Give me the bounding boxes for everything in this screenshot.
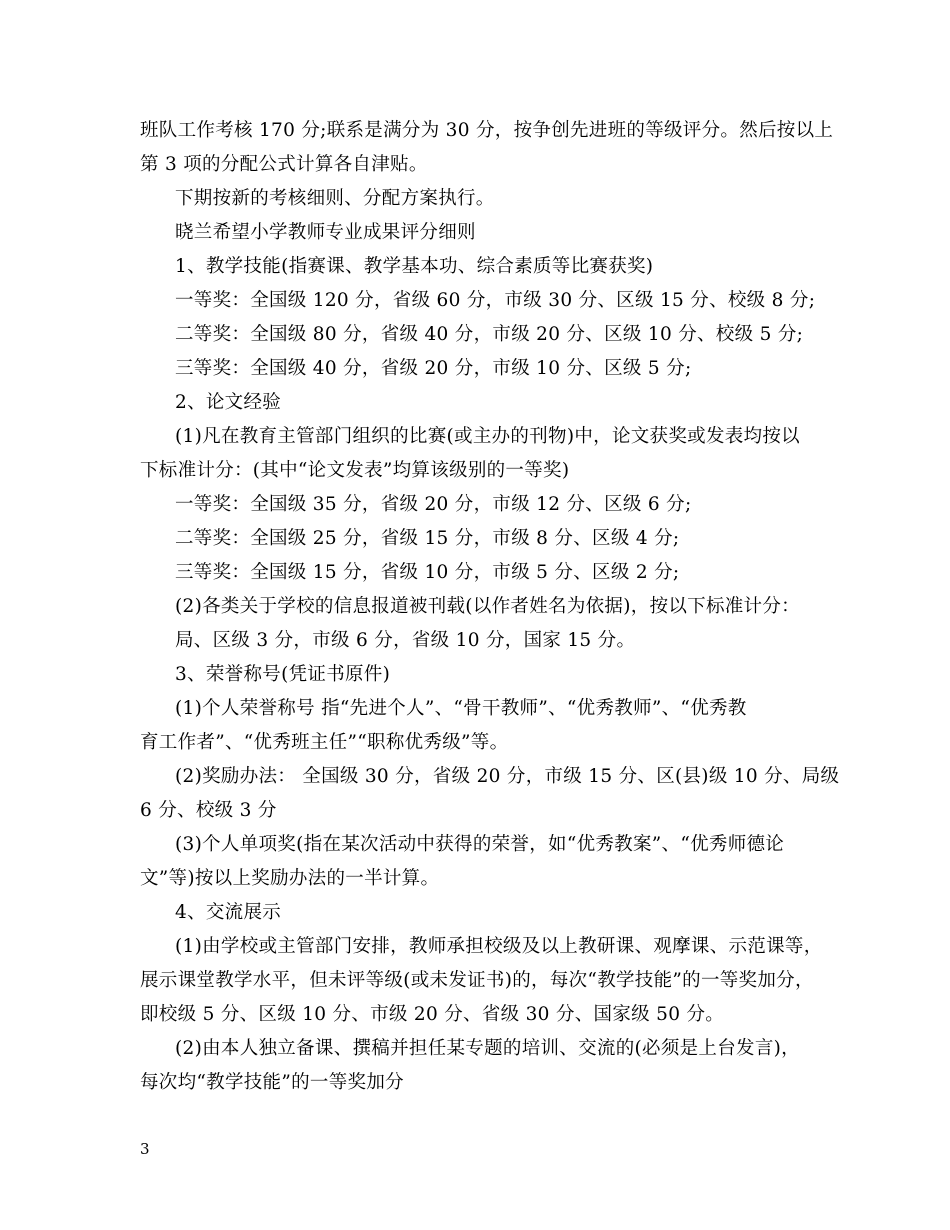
text-line: 二等奖：全国级 80 分，省级 40 分，市级 20 分、区级 10 分、校级 5 分; [175, 324, 804, 345]
text-line: (3)个人单项奖(指在某次活动中获得的荣誉，如“优秀教案”、“优秀师德论 [175, 834, 785, 855]
section-heading: 4、交流展示 [175, 902, 282, 923]
section-heading: 1、教学技能(指赛课、教学基本功、综合素质等比赛获奖) [175, 256, 654, 277]
text-line: 一等奖：全国级 120 分，省级 60 分，市级 30 分、区级 15 分、校级 8 分; [175, 290, 816, 311]
page-number: 3 [140, 1140, 150, 1158]
text-line: (2)奖励办法： 全国级 30 分，省级 20 分，市级 15 分、区(县)级 10 分、局级 [175, 766, 840, 787]
text-line: (2)各类关于学校的信息报道被刊载(以作者姓名为依据)，按以下标准计分： [175, 596, 800, 617]
text-line: 三等奖：全国级 15 分，省级 10 分，市级 5 分、区级 2 分; [175, 562, 680, 583]
text-line: 下期按新的考核细则、分配方案执行。 [175, 188, 495, 209]
text-line: 展示课堂教学水平，但未评等级(或未发证书)的，每次“教学技能”的一等奖加分， [140, 970, 814, 991]
text-line: (1)由学校或主管部门安排，教师承担校级及以上教研课、观摩课、示范课等， [175, 936, 823, 957]
text-line: 一等奖：全国级 35 分，省级 20 分，市级 12 分、区级 6 分; [175, 494, 692, 515]
text-line: (1)个人荣誉称号 指“先进个人”、“骨干教师”、“优秀教师”、“优秀教 [175, 698, 747, 719]
section-heading: 2、论文经验 [175, 392, 282, 413]
text-line: 下标准计分：(其中“论文发表”均算该级别的一等奖) [140, 460, 570, 481]
section-heading: 3、荣誉称号(凭证书原件) [175, 664, 391, 685]
text-line: 局、区级 3 分，市级 6 分，省级 10 分，国家 15 分。 [175, 630, 636, 651]
text-line: 即校级 5 分、区级 10 分、市级 20 分、省级 30 分、国家级 50 分。 [140, 1004, 725, 1025]
text-line: (1)凡在教育主管部门组织的比赛(或主办的刊物)中，论文获奖或发表均按以 [175, 426, 800, 447]
text-line: 班队工作考核 170 分;联系是满分为 30 分，按争创先进班的等级评分。然后按以上 [140, 120, 834, 141]
text-line: 育工作者”、“优秀班主任”“职称优秀级”等。 [140, 732, 509, 753]
text-line: 二等奖：全国级 25 分，省级 15 分，市级 8 分、区级 4 分; [175, 528, 680, 549]
text-line: 三等奖：全国级 40 分，省级 20 分，市级 10 分、区级 5 分; [175, 358, 692, 379]
text-line: 6 分、校级 3 分 [140, 800, 277, 821]
text-line: 文”等)按以上奖励办法的一半计算。 [140, 868, 440, 889]
text-line: 第 3 项的分配公式计算各自津贴。 [140, 154, 428, 175]
text-line: 每次均“教学技能”的一等奖加分 [140, 1072, 404, 1093]
section-title: 晓兰希望小学教师专业成果评分细则 [175, 222, 476, 243]
text-line: (2)由本人独立备课、撰稿并担任某专题的培训、交流的(必须是上台发言)， [175, 1038, 800, 1059]
